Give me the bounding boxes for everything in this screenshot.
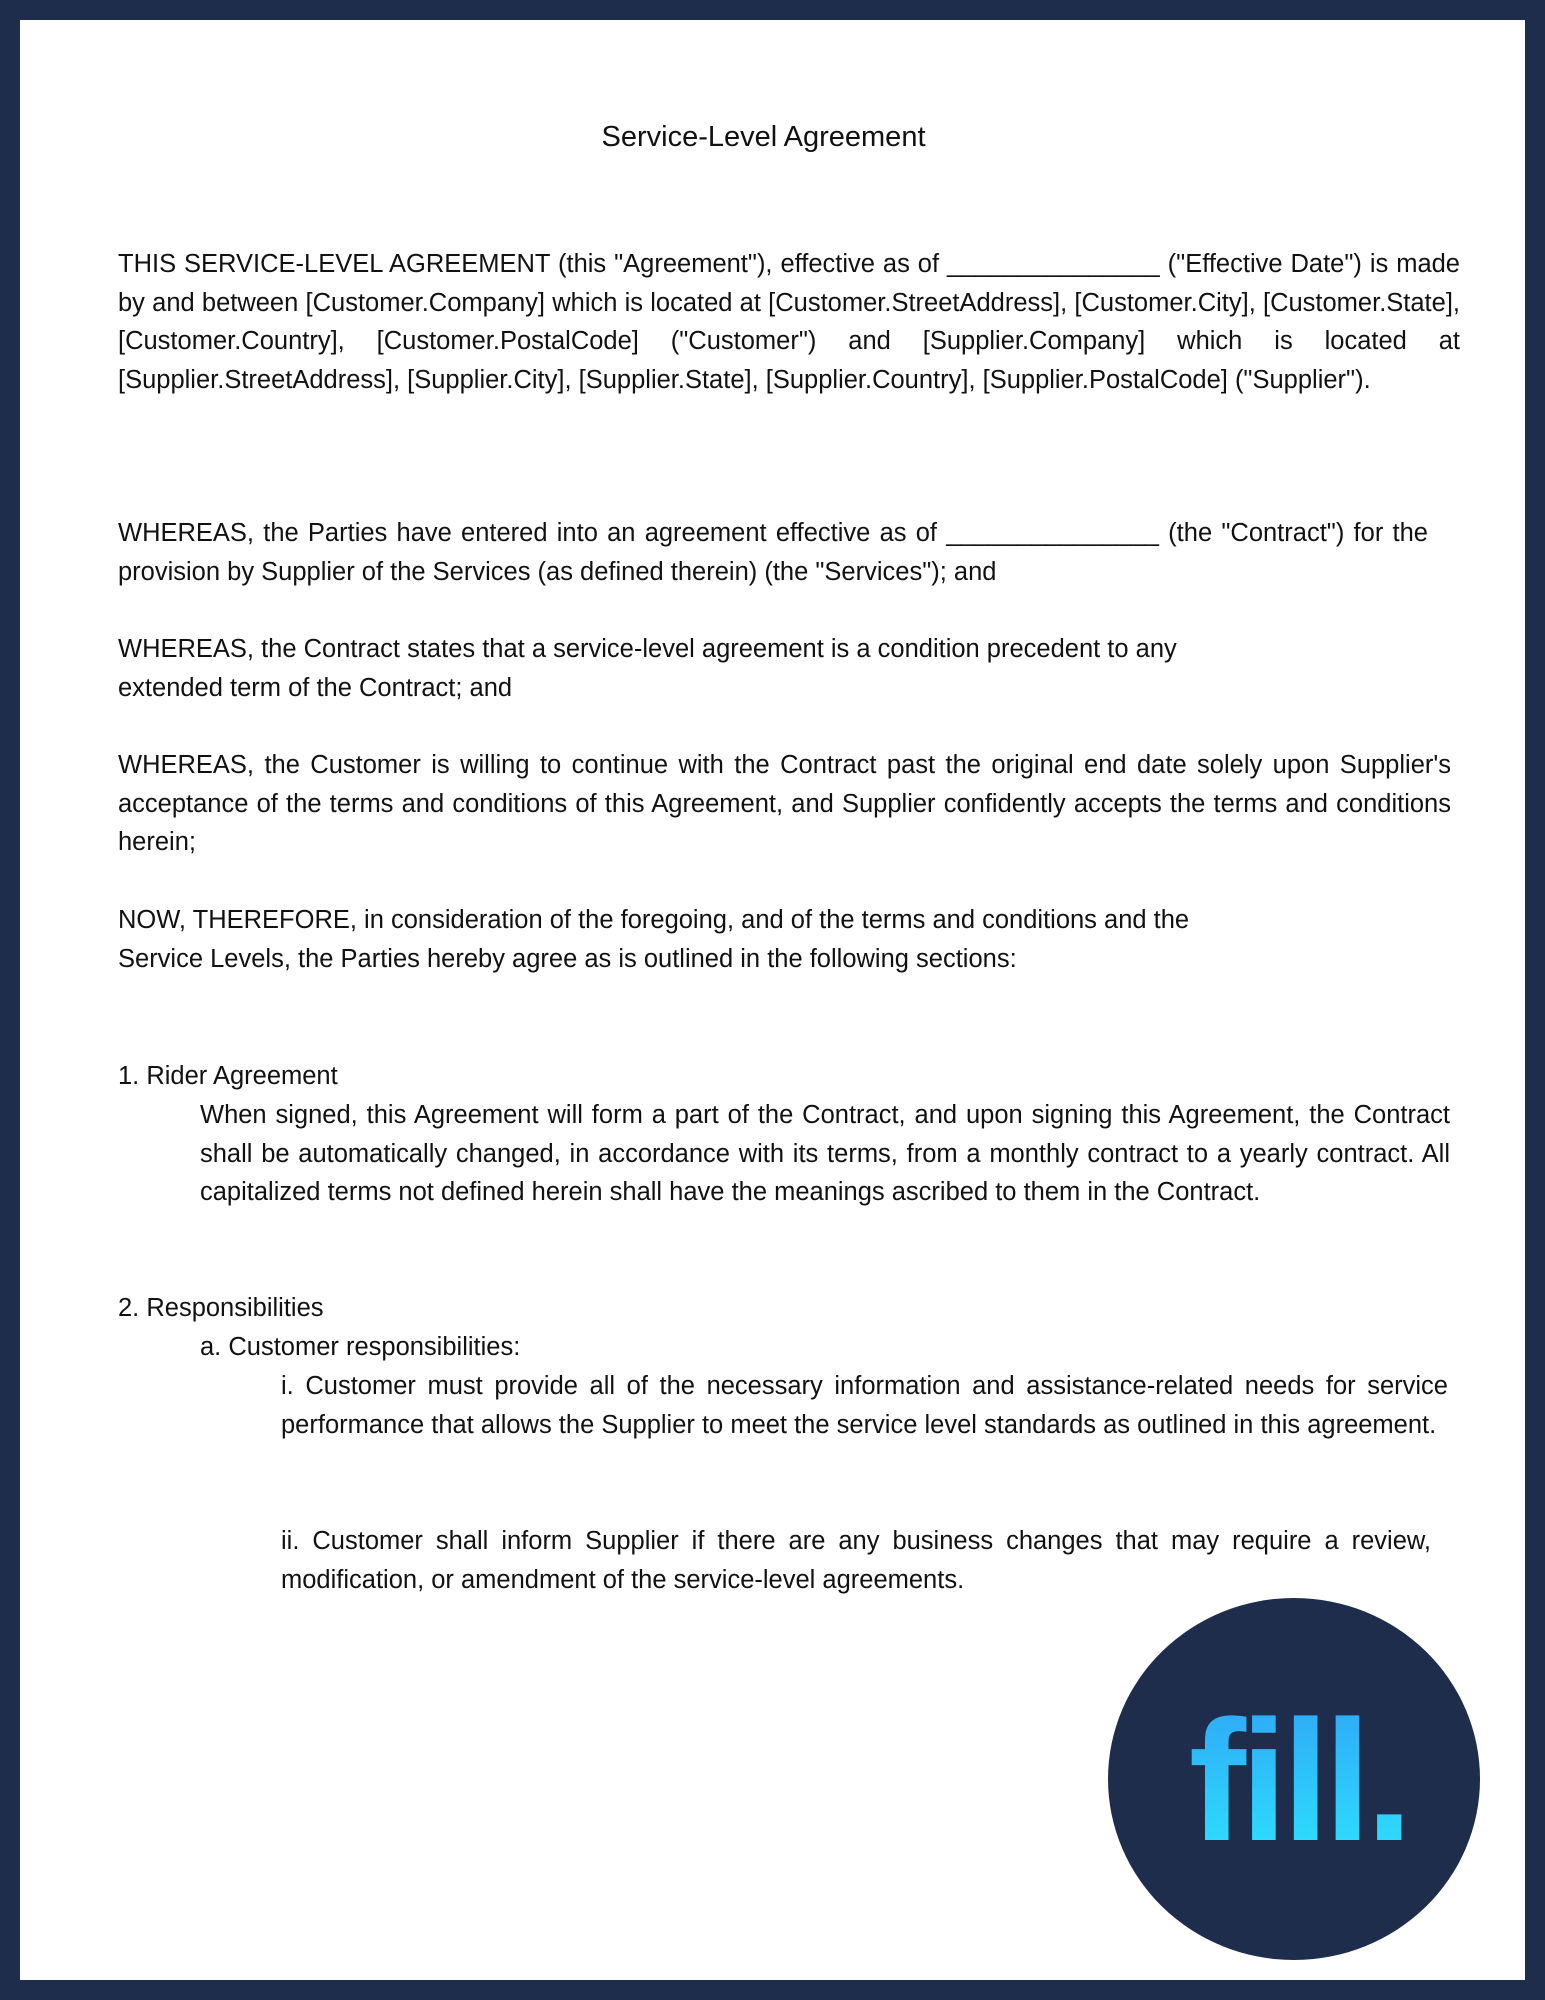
whereas-contract-paragraph: WHEREAS, the Parties have entered into an agreement effective as of _______________ (the "Contract") for the provision by Supplier of the Services (as defined therein) (the "Services"); and [118, 519, 1428, 586]
fill-logo [1108, 1598, 1480, 1960]
whereas-condition-line-2: extended term of the Contract; and [118, 673, 513, 702]
whereas-condition-paragraph [118, 630, 1460, 707]
customer-responsibilities-heading: a. Customer responsibilities: [200, 1333, 521, 1361]
section-2-heading: 2. Responsibilities [118, 1294, 324, 1322]
document-title: Service-Level Agreement [601, 121, 926, 153]
now-therefore-line-1: NOW, THEREFORE, in consideration of the foregoing, and of the terms and conditions and the [118, 906, 1190, 934]
section-1-heading: 1. Rider Agreement [118, 1062, 338, 1090]
section-1-body: When signed, this Agreement will form a part of the Contract, and upon signing this Agreement, the Contract shall be automatically changed, in accordance with its terms, from a monthly contract to a yearly contract. All capitalized terms not defined herein shall have the meanings ascribed to them in the Contract. [200, 1101, 1450, 1207]
whereas-continue-paragraph: WHEREAS, the Customer is willing to continue with the Contract past the original end date solely upon Supplier's acceptance of the terms and conditions of this Agreement, and Supplier confidently accepts the terms and conditions herein; [118, 751, 1451, 857]
logo-text: fill. [1188, 1685, 1408, 1877]
whereas-condition-line-1: WHEREAS, the Contract states that a service-level agreement is a condition precedent to any [118, 635, 1177, 663]
customer-responsibility-item-ii: ii. Customer shall inform Supplier if there are any business changes that may require a review, modification, or amendment of the service-level agreements. [281, 1527, 1431, 1594]
customer-responsibility-item-i: i. Customer must provide all of the necessary information and assistance-related needs for service performance that allows the Supplier to meet the service level standards as outlined in this agreement. [281, 1372, 1448, 1439]
intro-paragraph: THIS SERVICE-LEVEL AGREEMENT (this "Agreement"), effective as of _______________ ("Effective Date") is made by and between [Customer.Company] which is located at [Customer.StreetAddress], [Customer.City], [Customer.State], [Customer.Country], [Customer.PostalCode] ("Customer") and [Supplier.Company] which is located at [Supplier.StreetAddress], [Supplier.City], [Supplier.State], [Supplier.Country], [Supplier.PostalCode] ("Supplier"). [118, 250, 1460, 394]
now-therefore-paragraph [118, 901, 1460, 978]
now-therefore-line-2: Service Levels, the Parties hereby agree as is outlined in the following sections: [118, 944, 1017, 973]
